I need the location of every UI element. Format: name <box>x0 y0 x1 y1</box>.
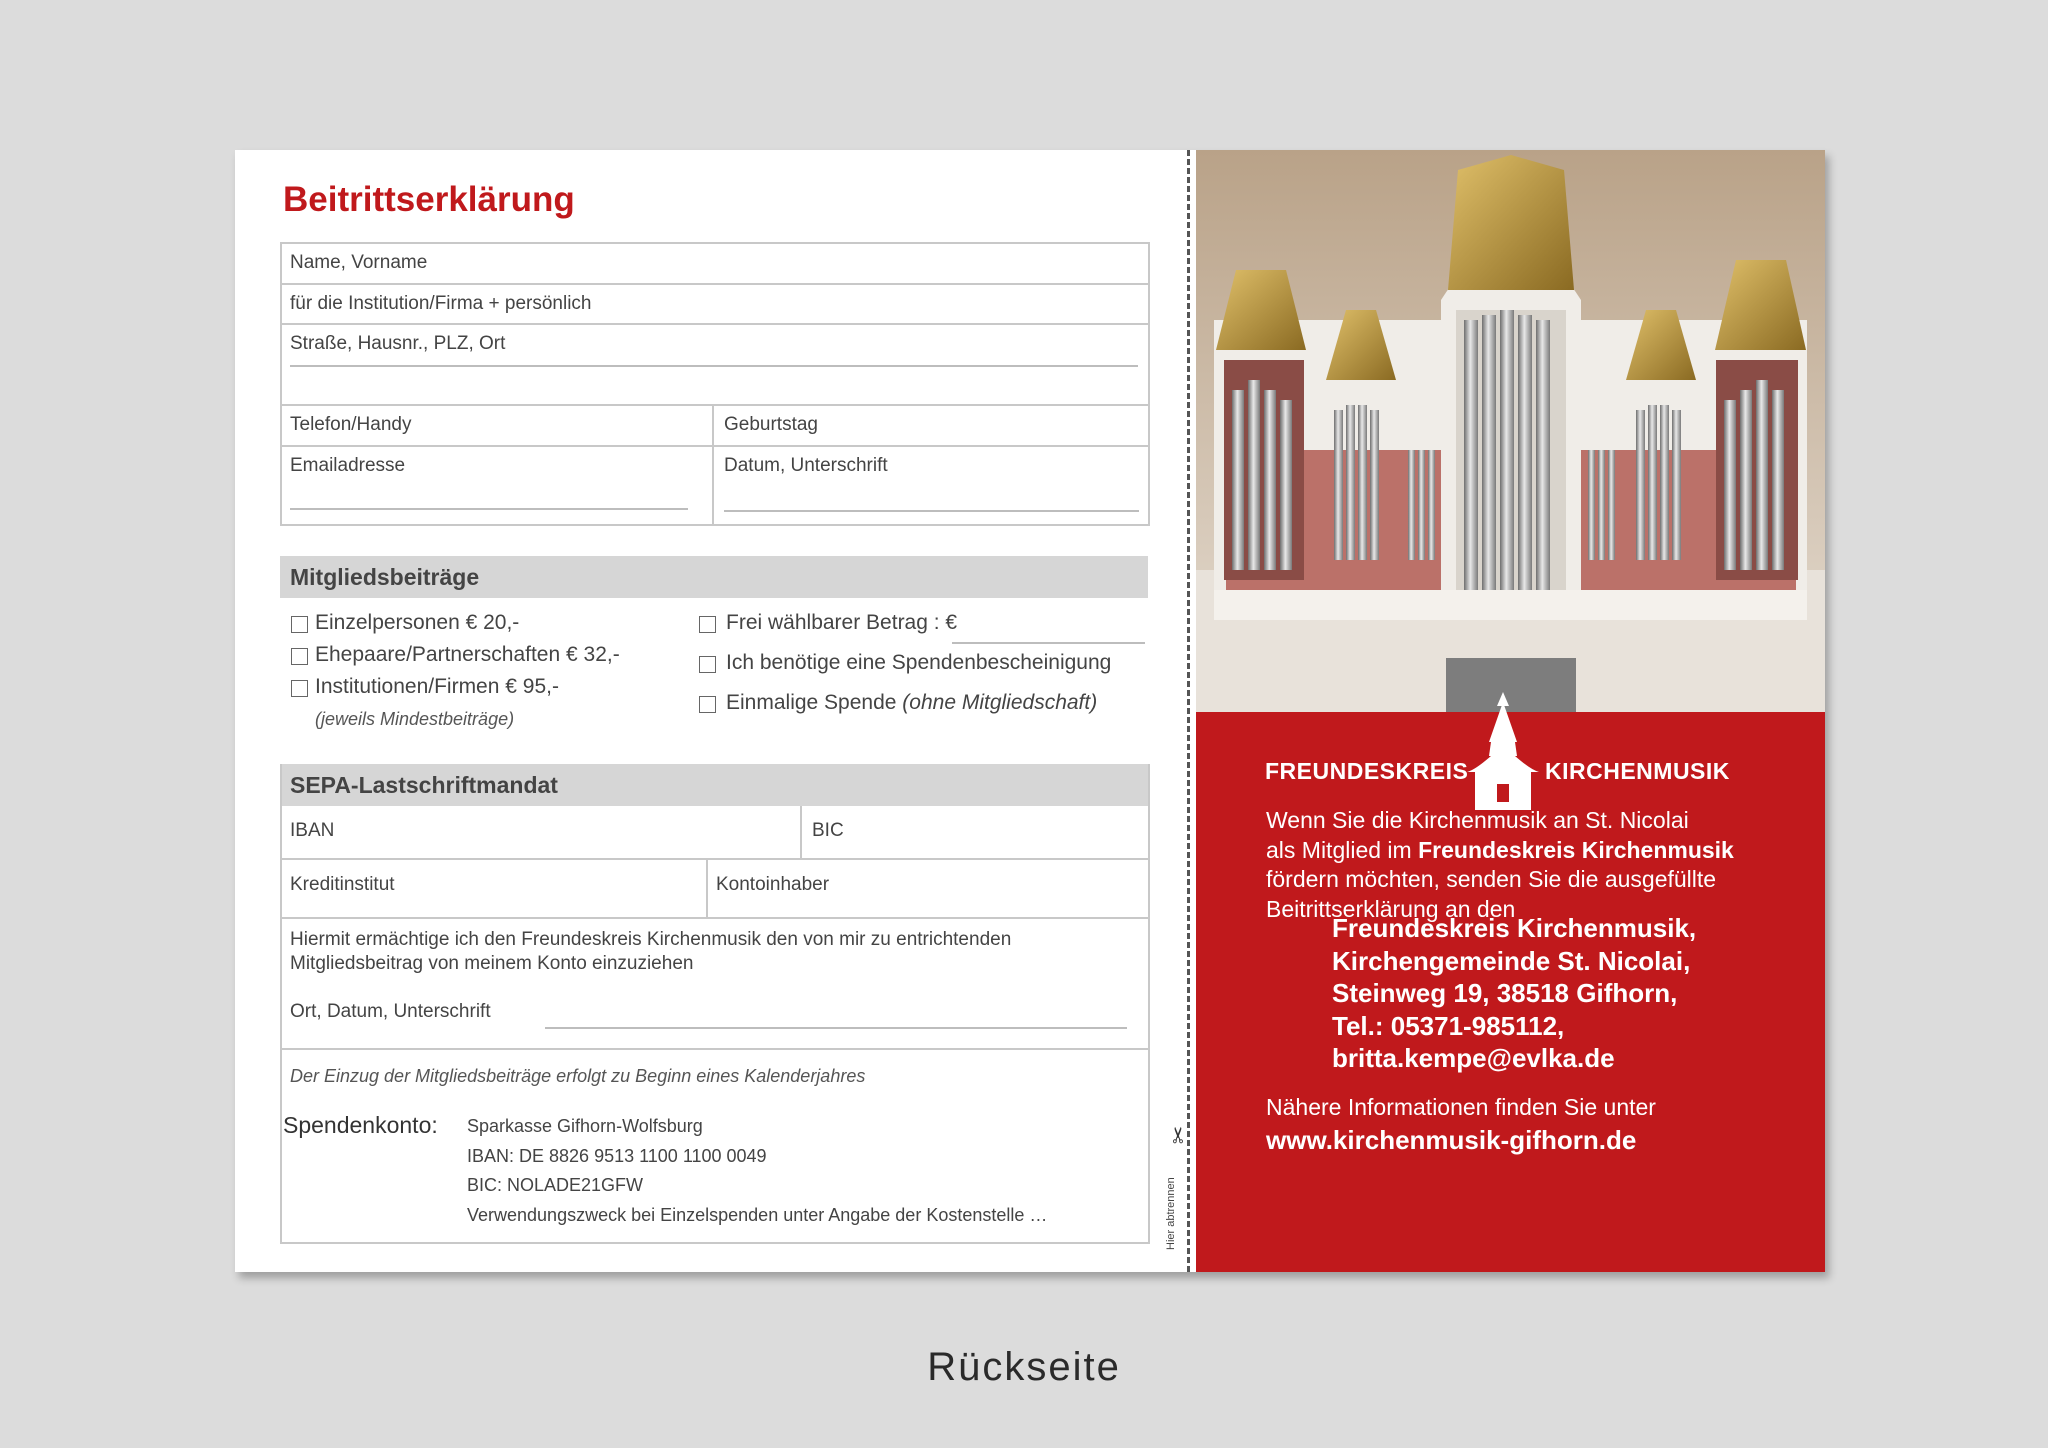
church-tower-icon <box>1461 692 1545 812</box>
sepa-box <box>280 764 1150 1244</box>
option-one-time <box>726 691 1097 715</box>
donation-bic: BIC: NOLADE21GFW <box>467 1175 644 1195</box>
membership-form <box>235 150 1195 1272</box>
mandate-text-2: Mitgliedsbeitrag von meinem Konto einzuziehen <box>290 953 694 974</box>
intro-line-3: fördern möchten, senden Sie die ausgefüllte <box>1266 866 1717 892</box>
phone-label: Telefon/Handy <box>290 414 412 435</box>
checkbox-free-amount[interactable] <box>699 616 716 633</box>
option-free-amount: Frei wählbarer Betrag : € <box>726 611 958 634</box>
iban-divider <box>800 806 802 860</box>
intro-line-4: Beitrittserklärung an den <box>1266 895 1516 922</box>
organ-photo <box>1196 150 1825 712</box>
donation-iban: IBAN: DE 8826 9513 1100 1100 0049 <box>467 1146 767 1166</box>
org-name-left: FREUNDESKREIS <box>1265 758 1469 784</box>
address-line-2: Kirchengemeinde St. Nicolai, <box>1332 945 1691 976</box>
name-row <box>282 244 1148 285</box>
sepa-signature-line[interactable] <box>545 1027 1127 1029</box>
bank-row <box>282 860 1148 919</box>
donation-purpose: Verwendungszweck bei Einzelspenden unter Angabe der Kostenstelle … <box>467 1205 1048 1225</box>
form-title: Beitrittserklärung <box>283 180 575 219</box>
option-couple: Ehepaare/Partnerschaften € 32,- <box>315 643 620 666</box>
checkbox-individual[interactable] <box>291 616 308 633</box>
intro-line-1: Wenn Sie die Kirchenmusik an St. Nicolai <box>1266 807 1689 833</box>
donation-label: Spendenkonto: <box>283 1112 438 1138</box>
cut-line <box>1187 150 1190 1272</box>
bank-divider <box>706 860 708 919</box>
website-link[interactable]: www.kirchenmusik-gifhorn.de <box>1266 1125 1637 1155</box>
contact-address <box>1332 912 1696 1075</box>
name-label: Name, Vorname <box>290 252 428 273</box>
intro-line-2-start: als Mitglied im <box>1266 836 1419 863</box>
institution-label: für die Institution/Firma + persönlich <box>290 293 592 314</box>
address-phone: Tel.: 05371-985112, <box>1332 1010 1565 1041</box>
organ-image <box>1196 150 1825 712</box>
holder-label: Kontoinhaber <box>716 874 830 895</box>
info-panel <box>1196 150 1825 1272</box>
iban-row <box>282 806 1148 860</box>
address-label: Straße, Hausnr., PLZ, Ort <box>290 333 506 354</box>
minimum-fee-note: (jeweils Mindestbeiträge) <box>315 709 515 729</box>
address-line-3: Steinweg 19, 38518 Gifhorn, <box>1332 978 1678 1008</box>
place-date-sign-label: Ort, Datum, Unterschrift <box>290 1001 491 1022</box>
option-institution: Institutionen/Firmen € 95,- <box>315 675 559 698</box>
one-time-label: Einmalige Spende <box>726 691 897 714</box>
checkbox-one-time[interactable] <box>699 696 716 713</box>
intro-org-name: Freundeskreis Kirchenmusik <box>1418 836 1734 863</box>
page-caption: Rückseite <box>927 1345 1121 1389</box>
intro-line-2 <box>1266 836 1734 866</box>
address-row <box>282 325 1148 406</box>
iban-label: IBAN <box>290 820 335 841</box>
scissors-icon: ✂ <box>1166 1125 1192 1145</box>
membership-heading: Mitgliedsbeiträge <box>280 556 1148 598</box>
personal-divider <box>712 406 714 524</box>
checkbox-couple[interactable] <box>291 648 308 665</box>
donation-bank: Sparkasse Gifhorn-Wolfsburg <box>467 1116 703 1136</box>
intro-text <box>1266 806 1734 924</box>
address-write-line[interactable] <box>290 365 1138 367</box>
cut-label: Hier abtrennen <box>1165 1177 1177 1250</box>
option-individual: Einzelpersonen € 20,- <box>315 611 520 634</box>
phone-row <box>282 406 1148 447</box>
org-name-right: KIRCHENMUSIK <box>1545 758 1730 784</box>
mandate-text-1: Hiermit ermächtige ich den Freundeskreis Kirchenmusik den von mir zu entrichtenden <box>290 929 1012 950</box>
institution-row <box>282 285 1148 325</box>
bic-label: BIC <box>812 820 844 841</box>
checkbox-institution[interactable] <box>291 680 308 697</box>
signature-write-line[interactable] <box>724 510 1139 512</box>
bank-label: Kreditinstitut <box>290 874 395 895</box>
more-info-text: Nähere Informationen finden Sie unter <box>1266 1094 1656 1120</box>
address-email[interactable]: britta.kempe@evlka.de <box>1332 1043 1615 1073</box>
collection-note: Der Einzug der Mitgliedsbeiträge erfolgt zu Beginn eines Kalenderjahres <box>290 1066 866 1086</box>
birthday-label: Geburtstag <box>724 414 818 435</box>
info-red-panel <box>1196 712 1825 1272</box>
sepa-heading: SEPA-Lastschriftmandat <box>280 764 1148 806</box>
email-label: Emailadresse <box>290 455 406 476</box>
option-receipt: Ich benötige eine Spendenbescheinigung <box>726 651 1112 674</box>
email-write-line[interactable] <box>290 508 688 510</box>
flyer-card <box>235 150 1825 1272</box>
date-signature-label: Datum, Unterschrift <box>724 455 888 476</box>
address-line-1: Freundeskreis Kirchenmusik, <box>1332 913 1697 943</box>
one-time-note: (ohne Mitgliedschaft) <box>902 691 1098 714</box>
personal-data-box <box>280 242 1150 526</box>
checkbox-receipt[interactable] <box>699 656 716 673</box>
free-amount-write-line[interactable] <box>952 642 1145 644</box>
mandate-row <box>282 919 1148 1050</box>
